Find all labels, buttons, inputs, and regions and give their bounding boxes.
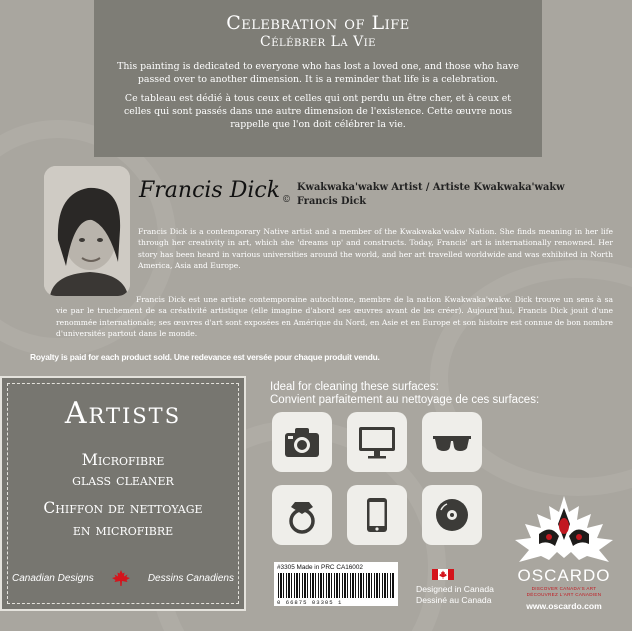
monitor-icon [356,421,398,463]
sunglasses-icon [431,421,473,463]
copyright-symbol: © [282,195,291,205]
artist-signature: Francis Dick [139,178,281,203]
disc-tile [422,485,482,545]
barcode-bars [278,573,394,598]
surfaces-heading-fr: Convient parfaitement au nettoyage de ces surfaces: [270,394,540,406]
painting-description-fr: Ce tableau est dédié à tous ceux et celles qui ont perdu un être cher, et à ceux et celles qui sont passés dans une autre dimension de l'existence. Cette œuvre nous rappelle que l'on doit célébrer la vie. [123,93,513,130]
barcode-label [274,562,398,606]
painting-title-fr: Célébrer La Vie [260,34,376,50]
canada-flag-icon [432,569,454,580]
brand-tagline [509,586,619,598]
canadian-designs-en: Canadian Designs [12,572,94,584]
ring-icon [281,494,323,536]
royalty-notice: Royalty is paid for each product sold. Une redevance est versée pour chaque produit vendu. [30,352,380,362]
camera-icon [281,421,323,463]
brand-name: OSCARDO [517,566,611,585]
barcode-info: #3305 Made in PRC CA16002 [277,564,363,571]
barcode-number: 0 66875 03305 1 [277,599,343,606]
artist-role: Kwakwaka'wakw Artist / Artiste Kwakwaka'wakw [297,182,565,193]
artist-heading [297,181,565,209]
ring-tile [272,485,332,545]
painting-description-en: This painting is dedicated to everyone who has lost a loved one, and those who have passed over to another dimension. It is a reminder that life is a celebration. [117,61,519,85]
oscardo-logo [509,494,619,570]
brand-website-link[interactable]: www.oscardo.com [526,601,602,611]
phone-icon [356,494,398,536]
maple-leaf-icon [112,570,130,586]
product-label-box [0,376,246,611]
product-name-fr-line1: Chiffon de nettoyage [43,499,203,517]
artist-photo [44,166,130,296]
canadian-designs-fr: Dessins Canadiens [147,572,234,584]
monitor-tile [347,412,407,472]
sunglasses-tile [422,412,482,472]
surfaces-heading [270,381,539,407]
artist-bio-en: Francis Dick is a contemporary Native artist and a member of the Kwakwaka'wakw Nation. She finds meaning in her life through her creativity in art, which she 'dreams up' and constructs. Today, Francis' art is internationally renowned. Her story has been heard in various universities around the world, and her art travelled worldwide and was exhibited in North America, Asia and Europe. [138,227,613,271]
brand-tagline-fr: DÉCOUVREZ L'ART CANADIEN [526,592,602,597]
painting-title: Celebration of Life [226,12,410,34]
painting-info-panel [94,0,542,157]
product-name-fr-line2: en microfibre [72,521,174,539]
surfaces-heading-en: Ideal for cleaning these surfaces: [270,381,439,393]
product-name-line1: Microfibre [81,450,165,469]
artist-bio-fr: Francis Dick est une artiste contemporaine autochtone, membre de la nation Kwakwaka'wakw. Dick trouve un sens à sa vie par le truchement de sa créativité artistique (elle imagine d'abord ses œuvres avant de les créer). Aujourd'hui, Francis Dick jouit d'une renommée internationale; ses œuvres d'art sont exposées en Amérique du Nord, en Asie et en Europe et son histoire est connue de bon nombre d'universités partout dans le monde. [56,295,613,339]
artist-name: Francis Dick [297,196,366,207]
designed-in-canada-fr: Dessiné au Canada [416,595,492,605]
disc-icon [431,494,473,536]
oscardo-emblem-icon [509,494,619,566]
product-name-line2: glass cleaner [72,470,174,489]
designed-in-canada-en: Designed in Canada [416,584,494,594]
canadian-designs-footer [12,570,234,586]
brand-title: Artists [64,396,182,431]
camera-tile [272,412,332,472]
brand-tagline-en: DISCOVER CANADA'S ART [531,586,597,591]
designed-in-canada [416,584,494,606]
phone-tile [347,485,407,545]
